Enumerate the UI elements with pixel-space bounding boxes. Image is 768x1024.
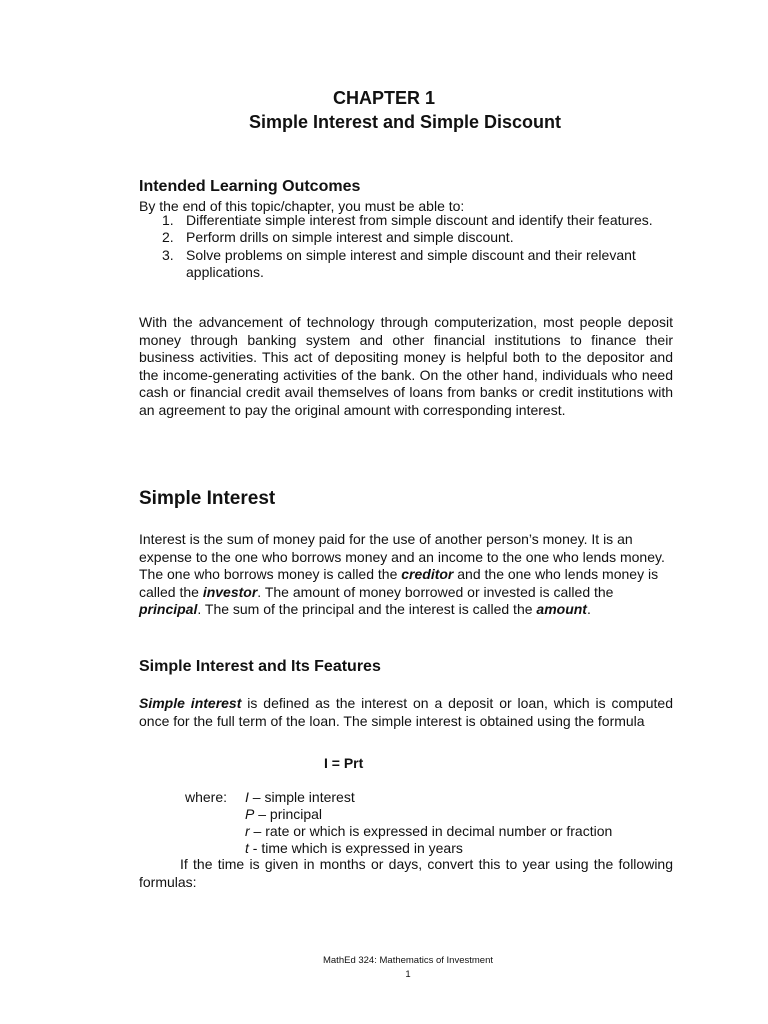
term-simple-interest: Simple interest — [139, 695, 242, 711]
variable-desc: - time which is expressed in years — [248, 840, 463, 856]
chapter-title: Simple Interest and Simple Discount — [248, 112, 562, 132]
term-investor: investor — [202, 583, 258, 600]
list-text: Solve problems on simple interest and simple discount and their relevant applications. — [186, 246, 636, 280]
variable-symbol: r — [245, 823, 250, 839]
variable-symbol: I — [245, 789, 249, 805]
where-label: where: — [185, 789, 228, 805]
list-number: 2. — [162, 229, 174, 246]
chapter-label: CHAPTER 1 — [332, 88, 435, 108]
intro-paragraph: With the advancement of technology through computerization, most people deposit money through banking system and other financial institutions to finance their business activities. This act of depositing money is helpful both to the depositor and the income-generating activities of the bank. On the other hand, individuals who need cash or financial credit avail themselves of loans from banks or credit institutions with an agreement to pay the original amount with corresponding interest. — [139, 314, 673, 418]
variable-desc: – principal — [254, 806, 323, 822]
page-footer — [0, 954, 768, 982]
page-number: 1 — [405, 969, 411, 980]
simple-interest-heading: Simple Interest — [139, 488, 276, 509]
text-run: . The amount of money borrowed or invested is called the — [257, 583, 614, 600]
text-run: and the one who lends money is called the — [139, 566, 659, 600]
list-text: Differentiate simple interest from simple discount and identify their features. — [186, 212, 653, 228]
outcomes-heading: Intended Learning Outcomes — [139, 178, 361, 195]
list-number: 3. — [162, 246, 174, 263]
term-amount: amount — [536, 601, 587, 617]
text-run: is defined as the interest on a deposit or loan, which is computed once for the full term of the loan. The simple interest is obtained using the formula — [139, 695, 673, 729]
footer-course: MathEd 324: Mathematics of Investment — [322, 955, 494, 966]
list-item — [139, 212, 659, 229]
term-creditor: creditor — [401, 566, 454, 582]
text-run: Interest is the sum of money paid for the use of another person’s money. It is an expense to the one who borrows money and an income to the one who lends money. The one who borrows money is called the — [139, 531, 665, 582]
variable-desc: – rate or which is expressed in decimal number or fraction — [249, 823, 613, 839]
list-number: 1. — [162, 212, 174, 228]
interest-definition-paragraph — [139, 531, 673, 619]
conversion-paragraph: If the time is given in months or days, convert this to year using the following formulas: — [139, 856, 673, 890]
variable-symbol: t — [245, 840, 249, 856]
text-run: . The sum of the principal and the interest is called the — [197, 601, 537, 617]
formula: I = Prt — [324, 755, 364, 771]
variable-symbol: P — [245, 806, 255, 822]
term-principal: principal — [139, 601, 198, 617]
list-text: Perform drills on simple interest and simple discount. — [186, 229, 514, 246]
outcomes-list — [139, 212, 659, 281]
features-heading: Simple Interest and Its Features — [139, 658, 381, 675]
list-item — [139, 247, 659, 282]
text-run: . — [586, 601, 591, 617]
outcomes-intro: By the end of this topic/chapter, you must be able to: — [139, 198, 465, 214]
features-paragraph — [139, 695, 673, 730]
variable-desc: – simple interest — [248, 789, 355, 805]
list-item — [139, 229, 659, 246]
